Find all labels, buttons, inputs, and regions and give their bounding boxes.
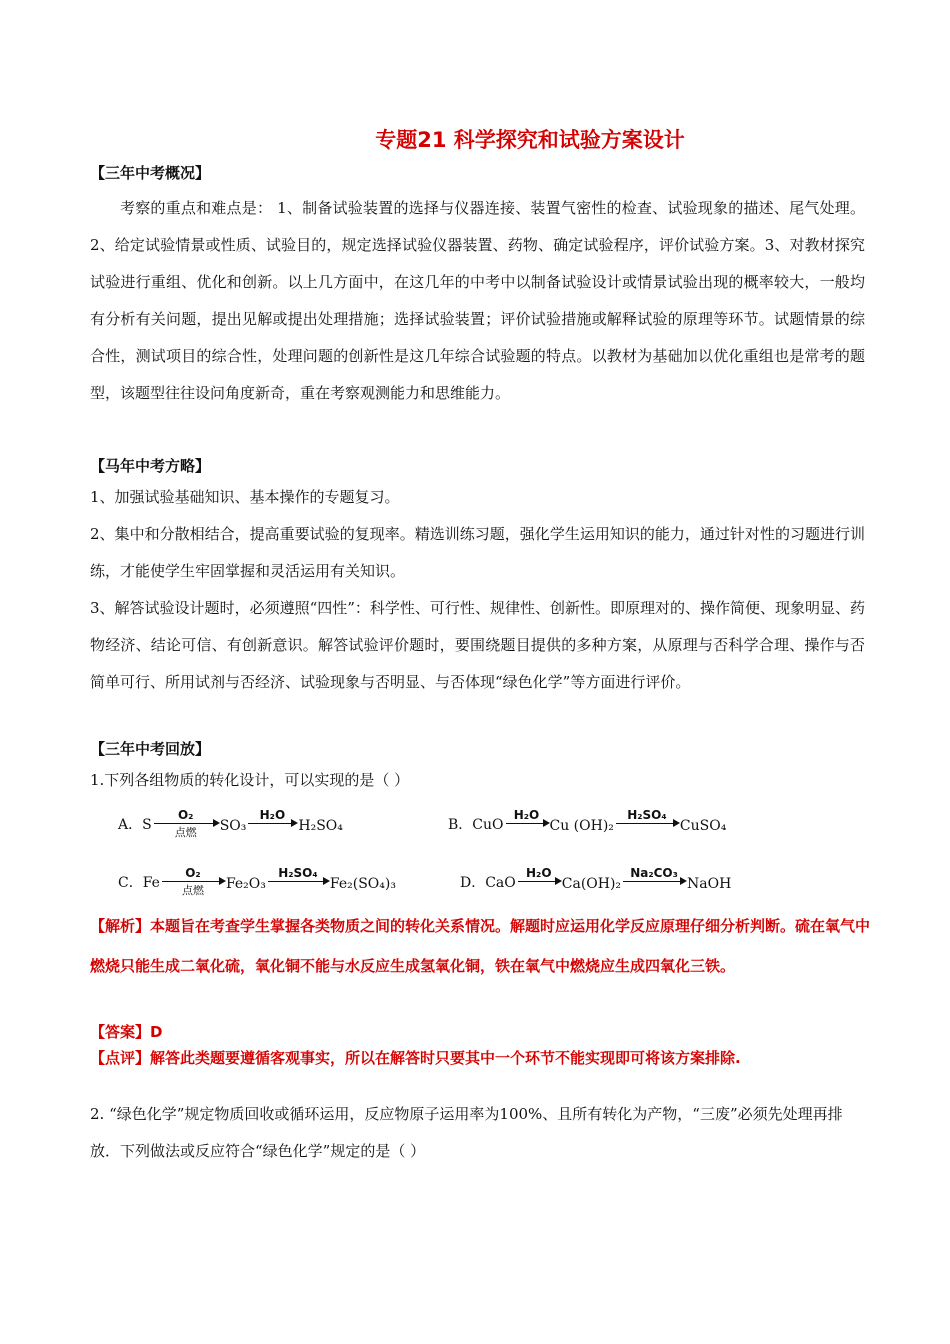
reaction-arrow: H₂SO₄ [268,866,328,892]
comment-block [90,1045,880,1071]
page-title: 专题21 科学探究和试验方案设计 [375,128,685,152]
analysis-text: 本题旨在考查学生掌握各类物质之间的转化关系情况。解题时应运用化学反应原理仔细分析判断。硫在氧气中燃烧只能生成二氧化硫，氧化铜不能与水反应生成氢氧化铜，铁在氧气中燃烧应生成四氧化三铁。 [90,917,871,975]
option-d-mid: Ca(OH)₂ [561,876,622,892]
comment-tag: 【点评】 [90,1049,151,1067]
reaction-arrow: H₂O [506,808,548,834]
question-2-stem: 2. “绿色化学”规定物质回收或循环运用，反应物原子运用率为100%、且所有转化为产物，“三废”必须先处理再排放．下列做法或反应符合“绿色化学”规定的是（ ） [90,1105,843,1160]
analysis-tag: 【解析】 [90,917,151,935]
overview-paragraph: 考察的重点和难点是： 1、制备试验装置的选择与仪器连接、装置气密性的检查、试验现象的描述、尾气处理。2、给定试验情景或性质、试验目的，规定选择试验仪器装置、药物、确定试验程序，评价试验方案。3、对教材探究试验进行重组、优化和创新。以上几方面中，在这几年的中考中以制备试验设计或情景试验出现的概率较大，一般均有分析有关问题，提出见解或提出处理措施；选择试验装置；评价试验措施或解释试验的原理等环节。试题情景的综合性，测试项目的综合性，处理问题的创新性是这几年综合试验题的特点。以教材为基础加以优化重组也是常考的题型，该题型往往设问角度新奇，重在考察观测能力和思维能力。 [90,199,865,402]
strategy-item-1: 1、加强试验基础知识、基本操作的专题复习。 [90,488,400,506]
answer-value: D [150,1023,163,1041]
analysis-block [90,906,880,986]
comment-text: 解答此类题要遵循客观事实，所以在解答时只要其中一个环节不能实现即可将该方案排除. [150,1049,741,1067]
option-d-start: D．CaO [460,875,516,891]
strategy-item-3: 3、解答试验设计题时，必须遵照“四性”：科学性、可行性、规律性、创新性。即原理对的、操作简便、现象明显、药物经济、结论可信、有创新意识。解答试验评价题时，要围绕题目提供的多种方案，从原理与否科学合理、操作与否简单可行、所用试剂与否经济、试验现象与否明显、与否体现“绿色化学”等方面进行评价。 [90,599,865,691]
reaction-arrow: H₂O [248,808,296,834]
question-1-stem: 1.下列各组物质的转化设计，可以实现的是（ ） [90,771,410,789]
reaction-arrow: O₂ 点燃 [162,866,224,892]
reaction-arrow: H₂O [518,866,560,892]
option-a-mid: SO₃ [219,818,247,834]
reaction-arrow: H₂SO₄ [616,808,678,834]
option-b-mid: Cu (OH)₂ [549,818,614,834]
section-header-review: 【三年中考回放】 [90,740,211,758]
strategy-item-2: 2、集中和分散相结合，提高重要试验的复现率。精选训练习题，强化学生运用知识的能力，通过针对性的习题进行训练，才能使学生牢固掌握和灵活运用有关知识。 [90,525,865,580]
answer-block [90,1019,880,1045]
answer-tag: 【答案】 [90,1023,151,1041]
option-d [460,862,731,892]
option-c-mid: Fe₂O₃ [225,876,266,892]
option-b-start: B．CuO [448,817,504,833]
option-a [118,804,343,839]
reaction-arrow: O₂ 点燃 [154,808,218,834]
option-c [118,862,396,897]
reaction-arrow: Na₂CO₃ [623,866,685,892]
option-d-end: NaOH [687,876,732,892]
option-c-start: C．Fe [118,875,160,891]
option-a-end: H₂SO₄ [298,818,343,834]
option-c-end: Fe₂(SO₄)₃ [329,876,396,892]
option-b-end: CuSO₄ [679,818,727,834]
section-header-strategy: 【马年中考方略】 [90,457,211,475]
option-a-start: A．S [118,817,152,833]
option-b [448,804,726,834]
section-header-overview: 【三年中考概况】 [90,164,211,182]
